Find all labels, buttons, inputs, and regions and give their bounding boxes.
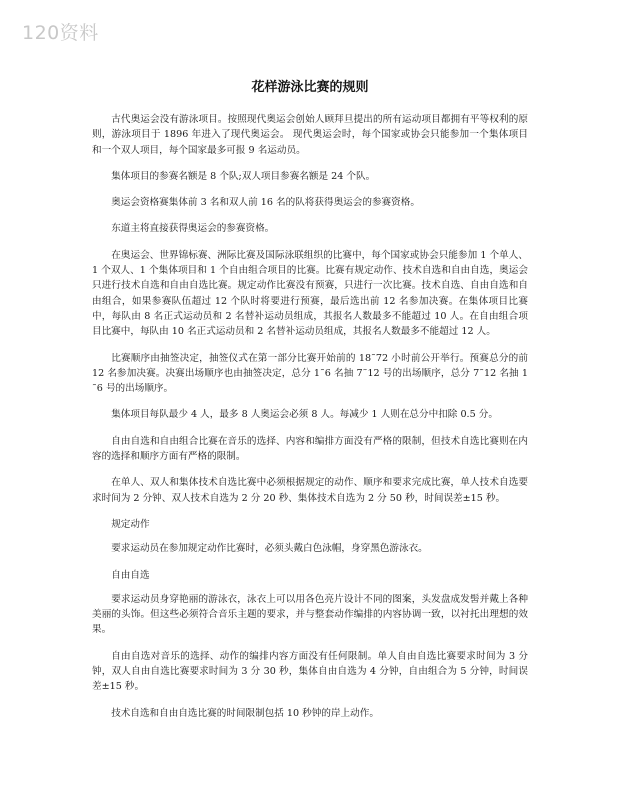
paragraph-draw-order: 比赛顺序由抽签决定，抽签仪式在第一部分比赛开始前的 18˜72 小时前公开举行。预赛总分的前 12 名参加决赛。决赛出场顺序也由抽签决定，总分 1˜6 名抽 7˜12 号的出场顺序，总分 7˜12 名抽 1˜6 号的出场顺序。 xyxy=(92,352,528,395)
document-page xyxy=(92,76,528,732)
section-heading-figures: 规定动作 xyxy=(111,518,150,530)
paragraph-qualification: 奥运会资格赛集体前 3 名和双人前 16 名的队将获得奥运会的参赛资格。 xyxy=(111,197,420,209)
section-heading-free-routine: 自由自选 xyxy=(111,569,150,581)
paragraph-free-routine-limits: 自由自选和自由组合比赛在音乐的选择、内容和编排方面没有严格的限制，但技术自选比赛则在内容的选择和顺序方面有严格的限制。 xyxy=(92,435,528,463)
paragraph-events: 在奥运会、世界锦标赛、洲际比赛及国际泳联组织的比赛中，每个国家或协会只能参加 1 个单人、1 个双人、1 个集体项目和 1 个自由组合项目的比赛。比赛有规定动作、技术自选和自由自选，奥运会只进行技术自选和自由自选比赛。规定动作比赛没有预赛，只进行一次比赛。技术自选、自由自选和自由组合，如果参赛队伍超过 12 个队时将要进行预赛，最后选出前 12 名参加决赛。在集体项目比赛中，每队由 8 名正式运动员和 2 名替补运动员组成，其报名人数最多不能超过 10 人。在自由组合项目比赛中，每队由 10 名正式运动员和 2 名替补运动员组成，其报名人数最多不能超过 12 人。 xyxy=(92,249,528,338)
document-title: 花样游泳比赛的规则 xyxy=(251,80,369,95)
paragraph-host: 东道主将直接获得奥运会的参赛资格。 xyxy=(111,223,275,235)
paragraph-free-attire: 要求运动员身穿艳丽的游泳衣，泳衣上可以用各色亮片设计不同的图案，头发盘成发髻并戴上各种美丽的头饰。但这些必须符合音乐主题的要求，并与整套动作编排的内容协调一致，以衬托出理想的效果。 xyxy=(92,593,528,636)
paragraph-team-quota: 集体项目的参赛名额是 8 个队;双人项目参赛名额是 24 个队。 xyxy=(111,170,376,182)
paragraph-technical-time: 在单人、双人和集体技术自选比赛中必须根据规定的动作、顺序和要求完成比赛，单人技术自选要求时间为 2 分钟、双人技术自选为 2 分 20 秒、集体技术自选为 2 分 50 秒，时间误差±15 秒。 xyxy=(92,477,528,504)
paragraph-free-time: 自由自选对音乐的选择、动作的编排内容方面没有任何限制。单人自由自选比赛要求时间为 3 分钟，双人自由自选比赛要求时间为 3 分 30 秒，集体自由自选为 4 分钟，自由组合为 5 分钟，时间误差±15 秒。 xyxy=(92,650,528,693)
paragraph-team-size: 集体项目每队最少 4 人，最多 8 人奥运会必须 8 人。每减少 1 人则在总分中扣除 0.5 分。 xyxy=(111,409,498,421)
paragraph-history: 古代奥运会没有游泳项目。按照现代奥运会创始人顾拜旦提出的所有运动项目都拥有平等权利的原则，游泳项目于 1896 年进入了现代奥运会。 现代奥运会时，每个国家或协会只能参加一个集体项目和一个双人项目，每个国家最多可报 9 名运动员。 xyxy=(92,114,528,156)
watermark-logo: 120资料 xyxy=(22,22,99,44)
paragraph-figures-attire: 要求运动员在参加规定动作比赛时，必须头戴白色泳帽，身穿黑色游泳衣。 xyxy=(111,543,428,555)
paragraph-deck-time: 技术自选和自由自选比赛的时间限制包括 10 秒钟的岸上动作。 xyxy=(111,707,379,719)
